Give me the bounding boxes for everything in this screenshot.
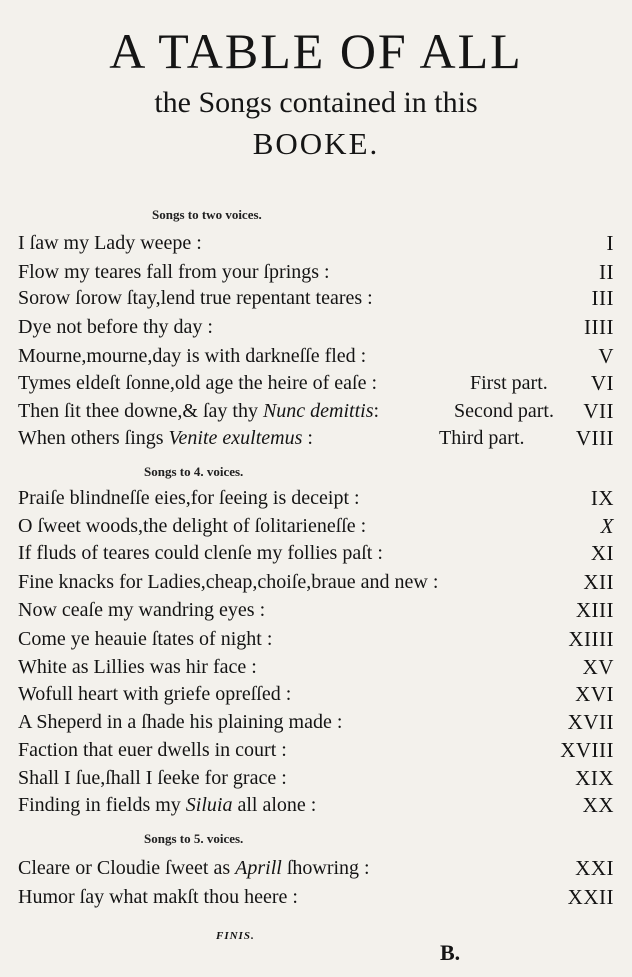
list-item [18,513,614,539]
song-number: XV [582,655,614,679]
song-part-label: Second part. [454,400,554,422]
song-number: IX [590,486,614,510]
list-item [18,597,614,623]
section-heading-five-voices: Songs to 5. voices. [144,831,244,846]
song-title: Humor ſay what makſt thou heere : [18,886,298,908]
song-title: Cleare or Cloudie ſweet as Aprill ſhowring : [18,857,370,879]
list-item [18,681,614,707]
song-title: If fluds of teares could clenſe my follies paſt : [18,542,383,564]
song-number: II [599,260,614,284]
song-number: III [591,286,614,310]
song-number: XX [582,793,614,817]
page-title: A TABLE OF ALL [109,23,523,79]
song-title: Fine knacks for Ladies,cheap,choiſe,braue and new : [18,571,439,593]
song-title: Tymes eldeſt ſonne,old age the heire of eaſe : [18,372,378,394]
list-item [18,398,614,424]
list-item [18,709,614,735]
song-title: O ſweet woods,the delight of ſolitarieneſſe : [18,515,367,537]
song-number: XII [583,570,614,594]
list-item [18,792,614,818]
section-heading-two-voices: Songs to two voices. [152,207,262,222]
list-item [18,230,614,256]
song-number: XVII [567,710,614,734]
song-title: Then ſit thee downe,& ſay thy Nunc demittis: [18,400,380,422]
song-title: Now ceaſe my wandring eyes : [18,599,266,621]
song-title: I ſaw my Lady weepe : [18,232,202,254]
song-number: XI [590,541,614,565]
list-item [18,626,614,652]
song-number: V [598,344,614,368]
song-number: VI [590,371,614,395]
song-number: XIX [575,766,614,790]
song-title: Shall I ſue,ſhall I ſeeke for grace : [18,767,287,789]
list-item [18,540,614,566]
list-item [18,485,614,511]
list-item [18,285,614,311]
song-title: A Sheperd in a ſhade his plaining made : [18,711,343,733]
song-title: Finding in fields my Siluia all alone : [18,794,317,816]
finis-label: FINIS. [216,930,255,942]
list-item [18,314,614,340]
song-number: XIIII [568,627,614,651]
song-part-label: First part. [470,372,548,394]
song-title: Sorow ſorow ſtay,lend true repentant teares : [18,287,373,309]
list-item [18,569,614,595]
song-title: Mourne,mourne,day is with darkneſſe fled : [18,345,367,367]
page-subtitle: the Songs contained in this [154,86,478,119]
song-number: X [600,514,614,538]
song-title: Dye not before thy day : [18,316,213,338]
list-item [18,425,614,451]
song-number: XVI [575,682,614,706]
song-number: I [606,231,614,255]
list-item [18,370,614,396]
list-item [18,765,614,791]
song-number: XXI [575,856,614,880]
song-title: Praiſe blindneſſe eies,for ſeeing is deceipt : [18,487,360,509]
song-part-label: Third part. [439,427,525,449]
song-title: Wofull heart with griefe opreſſed : [18,683,292,705]
list-item [18,259,614,285]
song-title: Come ye heauie ſtates of night : [18,628,273,650]
section-heading-four-voices: Songs to 4. voices. [144,464,244,479]
song-number: VII [583,399,614,423]
list-item [18,855,614,881]
list-item [18,343,614,369]
page-subtitle-book: BOOKE. [252,126,380,161]
list-item [18,737,614,763]
song-title: Flow my teares fall from your ſprings : [18,261,330,283]
song-title: When others ſings Venite exultemus : [18,427,313,449]
song-number: VIII [575,426,614,450]
list-item [18,884,614,910]
song-title: White as Lillies was hir face : [18,656,257,678]
signature-mark: B. [440,940,461,965]
song-number: XVIII [560,738,614,762]
list-item [18,654,614,680]
song-number: IIII [584,315,614,339]
song-title: Faction that euer dwells in court : [18,739,287,761]
song-number: XXII [567,885,614,909]
song-number: XIII [575,598,614,622]
